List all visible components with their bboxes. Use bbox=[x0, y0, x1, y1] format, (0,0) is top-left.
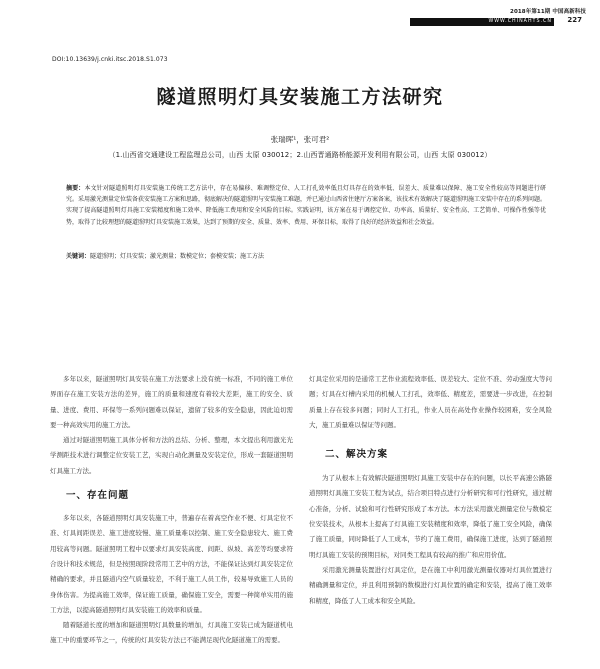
right-paragraph-0: 灯具定位采用的是通常工艺作业流程效率低、误差较大、定位不准、劳动强度大等问题；灯具在灯槽内采用的机械人工打孔，效率低、精度差，需要进一步改进，在控制质量上存在较多问题；同时人工打孔，作业人员在高处作业操作较困难，安全风险大，施工质量难以保证等问题。 bbox=[309, 375, 552, 429]
abstract bbox=[66, 183, 546, 228]
left-column bbox=[50, 372, 293, 669]
paper-title: 隧道照明灯具安装施工方法研究 bbox=[156, 86, 444, 108]
doi: DOI:10.13639/j.cnki.itsc.2018.S1.073 bbox=[52, 56, 168, 63]
journal-header: 2018年第11期 中国高新科技 bbox=[510, 9, 586, 15]
section-1-paragraph-2: 随着隧道长度的增加和隧道照明灯具数量的增加，灯具施工安装已成为隧道机电施工中的重要环节之一，传统的灯具安装方法已不能满足现代化隧道施工的需要。 bbox=[50, 621, 293, 645]
section-2-paragraph-1: 为了从根本上有效解决隧道照明灯具施工安装中存在的问题，以长平高速公路隧道照明灯具施工安装工程为试点，结合项目特点进行分析研究和可行性研究，通过精心准备，分析、试验和可行性研究形成了本方法。本方法采用激光测量定位与数模定位安装技术，从根本上提高了灯具施工安装精度和效率，降低了施工安全风险，确保了施工质量，同时降低了人工成本，节约了施工费用，确保施工进度，达到了隧道照明灯具施工安装的预期目标，对同类工程具有较高的推广和应用价值。 bbox=[309, 474, 552, 559]
keywords bbox=[66, 251, 546, 262]
intro-paragraph-2: 通过对隧道照明施工具体分析和方法的总结、分析、整理，本文提出利用激光光学测距技术进行调整定位安装工艺，实现自动化测量及安装定位，形成一套隧道照明灯具施工方法。 bbox=[50, 436, 293, 475]
section-1-heading: 一、存在问题 bbox=[66, 490, 130, 502]
authors: 张瑞晖¹，张可君² bbox=[270, 135, 330, 144]
keywords-text: 隧道照明；灯具安装；激光测量；数模定位；套模安装；施工方法 bbox=[90, 253, 265, 260]
intro-paragraph-1: 多年以来，隧道照明灯具安装在施工方法要求上没有统一标准，不同的施工单位界面存在施工安装方法的差异，施工的质量和速度有着较大差距，施工的安全、质量、进度、费用、环保等一系列问题难以保证，遗留了较多的安全隐患，因此迫切需要一种高效实用的施工方法。 bbox=[50, 375, 293, 429]
section-2-heading: 二、解决方案 bbox=[325, 449, 389, 461]
keywords-label: 关键词： bbox=[66, 253, 91, 260]
abstract-text: 本文针对隧道照明灯具安装施工传统工艺方法中，存在易偏移、难调整定位、人工打孔效率低且灯具存在的效率低、误差大、质量难以保障、施工安全性较高等问题进行研究。采用激光测量定位装备获安装施工方案和思路，彻底解决的隧道照明与安装施工难题，并已通过山西省住建厅方案备案，该技术有效解决了隧道照明施工安装中存在的系列问题。实现了提高隧道照明灯具施工安装精度和施工效率、降低施工费用和安全风险的目标。实践证明，该方案在易于调控定位、功率高、质量好、安全性高、工艺简单、可操作性强等优势，取得了比较理想的隧道照明灯具安装施工效果，达到了预期的安全、质量、效率、费用、环保目标，取得了良好的经济效益和社会效益。 bbox=[66, 185, 547, 226]
section-2-paragraph-2: 采用激光测量装置进行灯具定位，是在施工中利用激光测量仪器对灯具位置进行精确测量和定位，并且利用预制的数模进行灯具位置的确定和安装，提高了施工效率和精度，降低了人工成本和安全风险。 bbox=[309, 565, 552, 605]
section-1-paragraph-1: 多年以来，各隧道照明灯具安装施工中，普遍存在着高空作业不便、灯具定位不准、灯具间距误差、施工进度较慢、施工质量难以控制、施工安全隐患较大、施工费用较高等问题。隧道照明工程中以要求灯具安装高度、间距、纵坡、高差等均要求符合设计和技术规范，但是按照现阶段常用工艺中的方法，不能保证达到灯具安装定位精确的要求，并且隧道内空气质量较差，不利于施工人员工作，较易导致施工人员的身体伤害。为提高施工效率，保证施工质量，确保施工安全，需要一种简单实用的施工方法，以提高隧道照明灯具安装施工的效率和质量。 bbox=[50, 514, 293, 614]
abstract-label: 摘要： bbox=[66, 185, 85, 192]
page-number: 227 bbox=[567, 16, 582, 24]
journal-website: WWW.CHINAHTS.CN bbox=[488, 19, 552, 24]
affiliation: （1.山西省交通建设工程监理总公司，山西 太原 030012；2.山西晋通路桥能源开发利用有限公司，山西 太原 030012） bbox=[108, 151, 492, 159]
right-column bbox=[309, 372, 552, 669]
